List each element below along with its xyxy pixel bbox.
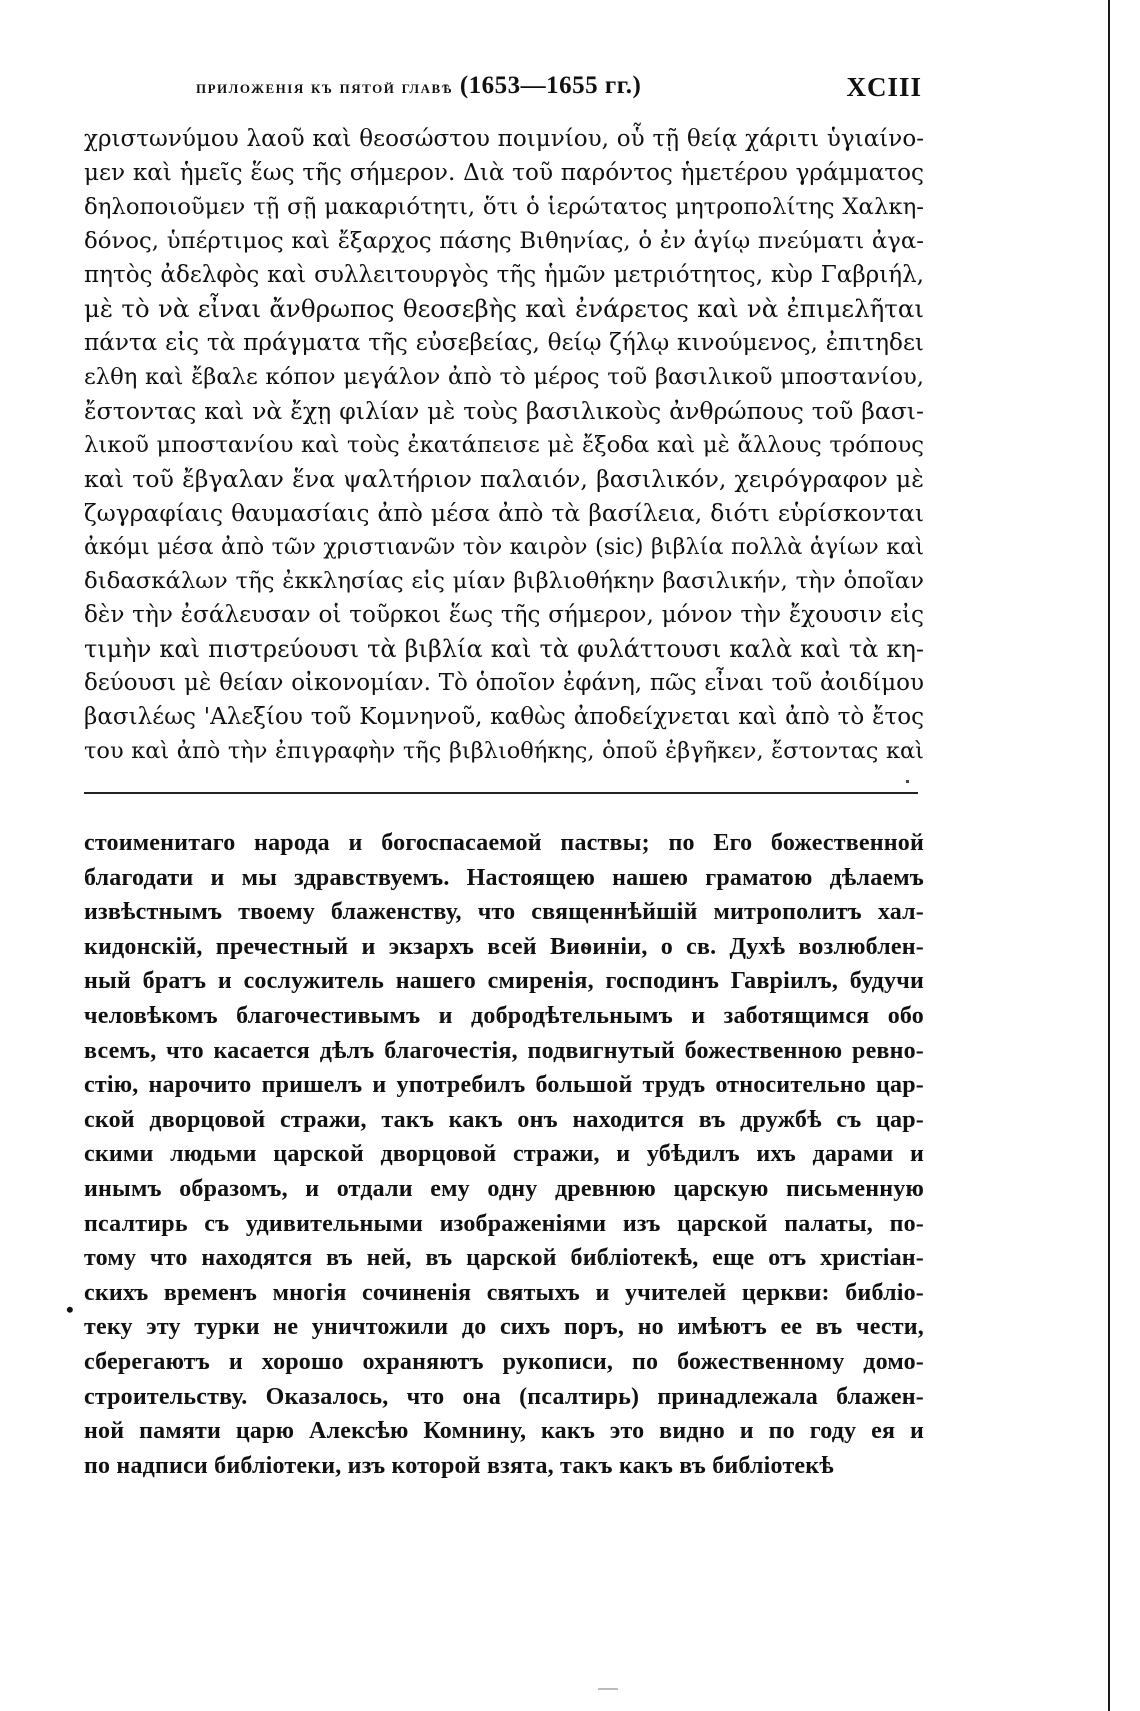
page-edge-line (1108, 0, 1110, 1711)
greek-line: πάντα εἰς τὰ πράγματα τῆς εὐσεβείας, θείῳ ζήλῳ κινούμενος, ἐπιτηδει (84, 330, 924, 356)
greek-line: τιμὴν καὶ πιστρεύουσι τὰ βιβλία καὶ τὰ φυλάττουσι καλὰ καὶ τὰ κη- (84, 635, 924, 663)
greek-line: χριστωνύμου λαοῦ καὶ θεοσώστου ποιμνίου, οὗ τῇ θείᾳ χάριτι ὑγιαίνο- (84, 126, 924, 152)
greek-line: ἀκόμι μέσα ἀπὸ τῶν χριστιανῶν τὸν καιρὸν (sic) βιβλία πολλὰ ἁγίων καὶ (84, 534, 924, 560)
russian-line: стію, нарочито пришелъ и употребилъ большой трудъ относительно цар- (84, 1072, 924, 1099)
russian-line: скими людьми царской дворцовой стражи, и убѣдилъ ихъ дарами и (84, 1141, 924, 1168)
greek-line: μὲ τὸ νὰ εἶναι ἄνθρωπος θεοσεβὴς καὶ ἐνάρετος καὶ νὰ ἐπιμελῆται (84, 294, 924, 323)
russian-line: ный братъ и сослужитель нашего смиренія, господинъ Гавріилъ, будучи (84, 968, 924, 995)
greek-text-block (84, 122, 924, 768)
russian-line: благодати и мы здравствуемъ. Настоящею нашею граматою дѣлаемъ (84, 864, 924, 891)
russian-line: строительству. Оказалось, что она (псалтирь) принадлежала блажен- (84, 1383, 924, 1410)
greek-line: βασιλέως 'Αλεξίου τοῦ Κομνηνοῦ, καθὼς ἀποδείχνεται καὶ ἀπὸ τὸ ἔτος (84, 704, 924, 730)
russian-line: инымъ образомъ, и отдали ему одну древнюю царскую письменную (84, 1175, 924, 1202)
separator-speck (906, 780, 909, 783)
russian-line: кидонскій, пречестный и экзархъ всей Виѳиніи, о св. Духѣ возлюблен- (84, 933, 924, 960)
russian-line: человѣкомъ благочестивымъ и добродѣтельнымъ и заботящимся обо (84, 1002, 924, 1029)
greek-line: καὶ τοῦ ἔβγαλαν ἕνα ψαλτήριον παλαιόν, βασιλικόν, χειρόγραφον μὲ (84, 465, 924, 493)
greek-line: μεν καὶ ἡμεῖς ἕως τῆς σήμερον. Διὰ τοῦ παρόντος ἡμετέρου γράμματος (84, 160, 924, 186)
greek-line: ελθη καὶ ἔβαλε κόπον μεγάλον ἀπὸ τὸ μέρος τοῦ βασιλικοῦ μποστανίου, (84, 364, 924, 390)
greek-line: δὲν τὴν ἐσάλευσαν οἱ τοῦρκοι ἕως τῆς σήμερον, μόνον τὴν ἔχουσιν εἰς (84, 602, 924, 628)
greek-line: δηλοποιοῦμεν τῇ σῇ μακαριότητι, ὅτι ὁ ἱερώτατος μητροπολίτης Χαλκη- (84, 194, 924, 220)
greek-line: ἔστοντας καὶ νὰ ἔχῃ φιλίαν μὲ τοὺς βασιλικοὺς ἀνθρώπους τοῦ βασι- (84, 397, 924, 425)
russian-line: по надписи библіотеки, изъ которой взята, такъ какъ въ библіотекѣ (84, 1452, 834, 1479)
margin-mark: • (66, 1297, 74, 1322)
greek-line: ζωγραφίαις θαυμασίαις ἀπὸ μέσα ἀπὸ τὰ βασίλεια, διότι εὑρίσκονται (84, 499, 924, 527)
greek-line: πητὸς ἀδελφὸς καὶ συλλειτουργὸς τῆς ἡμῶν μετριότητος, κὺρ Γαβριήλ, (84, 262, 924, 288)
running-title-years: (1653—1655 гг.) (453, 72, 642, 99)
greek-line: του καὶ ἀπὸ τὴν ἐπιγραφὴν τῆς βιβλιοθήκης, ὁποῦ ἐβγῆκεν, ἔστοντας καὶ (84, 738, 924, 764)
russian-line: ной памяти царю Алексѣю Комнину, какъ это видно и по году ея и (84, 1418, 924, 1445)
russian-translation-block (84, 826, 924, 1483)
russian-line: извѣстнымъ твоему блаженству, что священнѣйшій митрополитъ хал- (84, 899, 924, 926)
greek-line: δεύουσι μὲ θείαν οἰκονομίαν. Τὸ ὁποῖον ἐφάνη, πῶς εἶναι τοῦ ἀοιδίμου (84, 670, 924, 696)
greek-line: δόνος, ὑπέρτιμος καὶ ἔξαρχος πάσης Βιθηνίας, ὁ ἐν ἁγίῳ πνεύματι ἀγα- (84, 228, 924, 254)
russian-line: тому что находятся въ ней, въ царской библіотекѣ, еще отъ христіан- (84, 1245, 924, 1272)
running-title-caps: приложенія къ пятой главѣ (196, 77, 454, 98)
russian-line: теку эту турки не уничтожили до сихъ поръ, но имѣютъ ее въ чести, (84, 1314, 924, 1341)
page-number: XCIII (846, 72, 922, 102)
russian-line: стоименитаго народа и богоспасаемой паствы; по Его божественной (84, 830, 924, 856)
section-separator-rule (84, 792, 918, 794)
russian-line: скихъ временъ многія сочиненія святыхъ и учителей церкви: библіо- (84, 1279, 924, 1306)
russian-line: всемъ, что касается дѣлъ благочестія, подвигнутый божественною ревно- (84, 1037, 924, 1064)
running-header (84, 70, 924, 110)
greek-line: λικοῦ μποστανίου καὶ τοὺς ἐκατάπεισε μὲ ἔξοδα καὶ μὲ ἄλλους τρόπους (84, 432, 924, 458)
greek-line: διδασκάλων τῆς ἐκκλησίας εἰς μίαν βιβλιοθήκην βασιλικήν, τὴν ὁποῖαν (84, 568, 924, 594)
russian-line: ской дворцовой стражи, такъ какъ онъ находится въ дружбѣ съ цар- (84, 1106, 924, 1133)
russian-line: сберегаютъ и хорошо охраняютъ рукописи, по божественному домо- (84, 1348, 924, 1375)
bottom-speck (598, 1688, 618, 1690)
running-title (196, 72, 641, 100)
russian-line: псалтирь съ удивительными изображеніями изъ царской палаты, по- (84, 1210, 924, 1237)
